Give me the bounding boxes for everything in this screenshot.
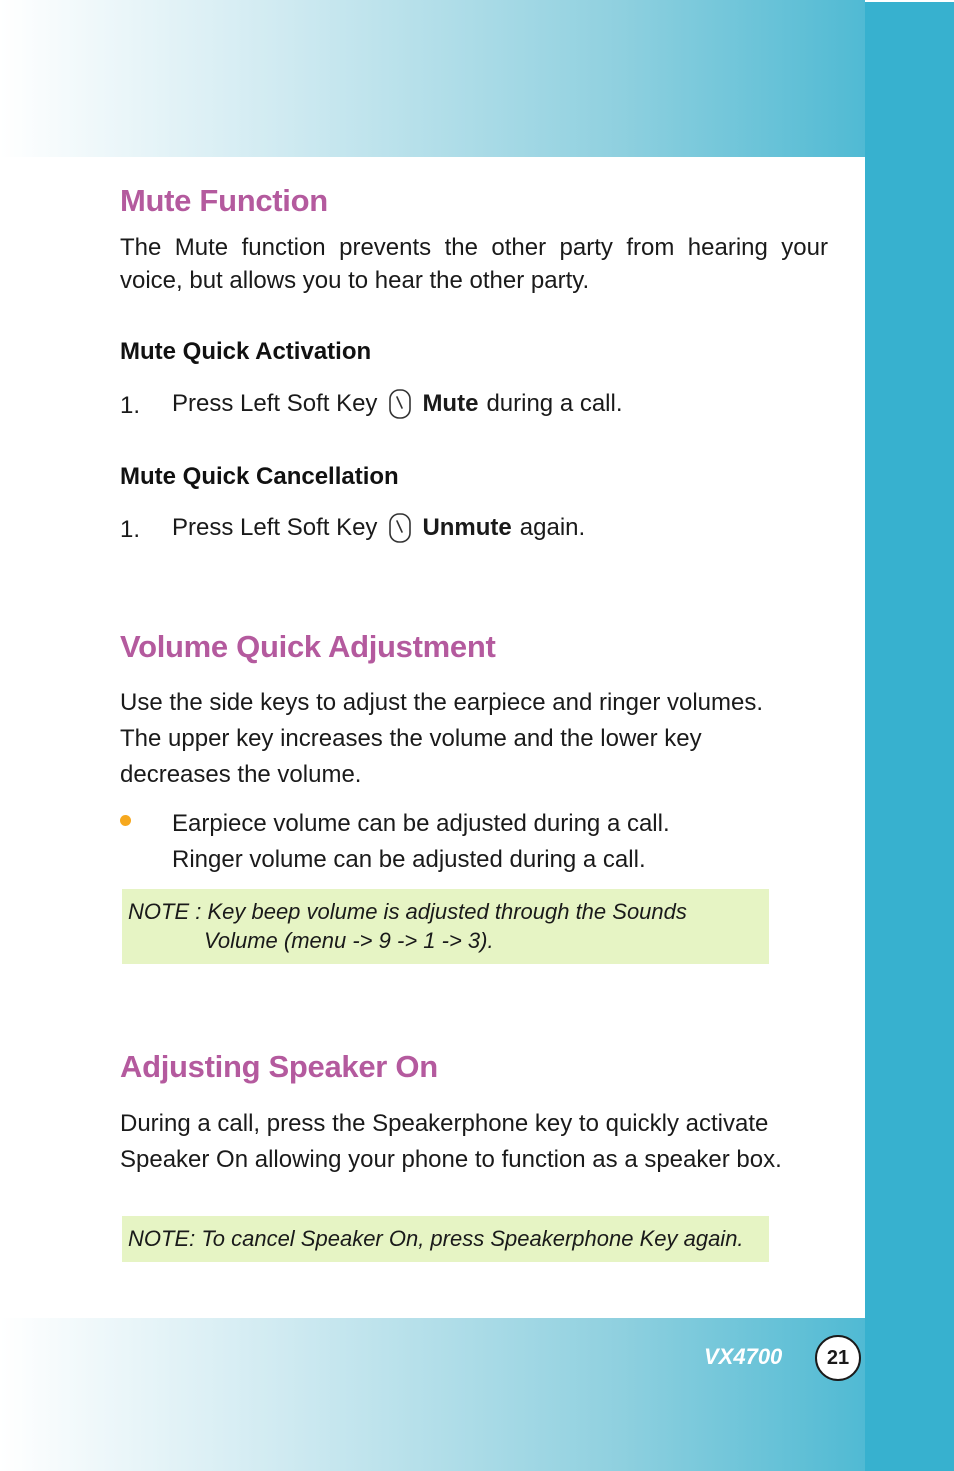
mute-cancellation-heading: Mute Quick Cancellation [120, 463, 399, 490]
left-soft-key-icon [387, 512, 413, 544]
volume-body [120, 685, 763, 793]
volume-body-line2: The upper key increases the volume and the lower key [120, 725, 702, 752]
model-name: VX4700 [704, 1344, 783, 1369]
mute-activation-step-prefix: Press Left Soft Key [172, 390, 378, 417]
right-color-strip [865, 0, 954, 1471]
speaker-note [122, 1216, 769, 1262]
speaker-body-line1: During a call, press the Speakerphone key to quickly activate [120, 1110, 769, 1137]
page-number-badge [815, 1335, 861, 1381]
speaker-body-line2: Speaker On allowing your phone to function as a speaker box. [120, 1146, 782, 1173]
volume-bullet-line1: Earpiece volume can be adjusted during a call. [172, 810, 670, 837]
speaker-body [120, 1106, 782, 1178]
bottom-gradient-band [0, 1318, 954, 1471]
mute-cancellation-step-number: 1. [120, 516, 141, 543]
volume-body-line3: decreases the volume. [120, 761, 362, 788]
mute-activation-step-number: 1. [120, 392, 141, 419]
left-soft-key-icon [387, 388, 413, 420]
mute-activation-step-suffix: during a call. [486, 390, 623, 417]
mute-function-body [120, 231, 828, 297]
page-number: 21 [826, 1346, 850, 1369]
volume-note [122, 889, 769, 964]
mute-function-title: Mute Function [120, 183, 328, 218]
mute-activation-step [172, 388, 623, 420]
speaker-title: Adjusting Speaker On [120, 1049, 438, 1084]
volume-bullet [172, 806, 670, 878]
volume-title: Volume Quick Adjustment [120, 629, 496, 664]
volume-note-line2: Volume (menu -> 9 -> 1 -> 3). [204, 928, 494, 953]
volume-body-line1: Use the side keys to adjust the earpiece and ringer volumes. [120, 689, 764, 716]
mute-cancellation-step [172, 512, 585, 544]
volume-note-line1: NOTE : Key beep volume is adjusted through the Sounds [128, 899, 687, 924]
mute-function-body-line2: voice, but allows you to hear the other party. [120, 267, 590, 294]
speaker-note-text: NOTE: To cancel Speaker On, press Speakerphone Key again. [128, 1226, 744, 1251]
mute-activation-step-bold: Mute [422, 390, 479, 417]
mute-cancellation-step-bold: Unmute [422, 514, 512, 541]
mute-function-body-line1: The Mute function prevents the other party from hearing your [120, 234, 828, 261]
bullet-dot-icon [120, 815, 131, 826]
mute-activation-heading: Mute Quick Activation [120, 338, 372, 365]
top-edge-line [865, 0, 954, 2]
volume-bullet-line2: Ringer volume can be adjusted during a call. [172, 846, 646, 873]
top-gradient-band [0, 0, 954, 158]
mute-cancellation-step-prefix: Press Left Soft Key [172, 514, 378, 541]
mute-cancellation-step-suffix: again. [519, 514, 586, 541]
